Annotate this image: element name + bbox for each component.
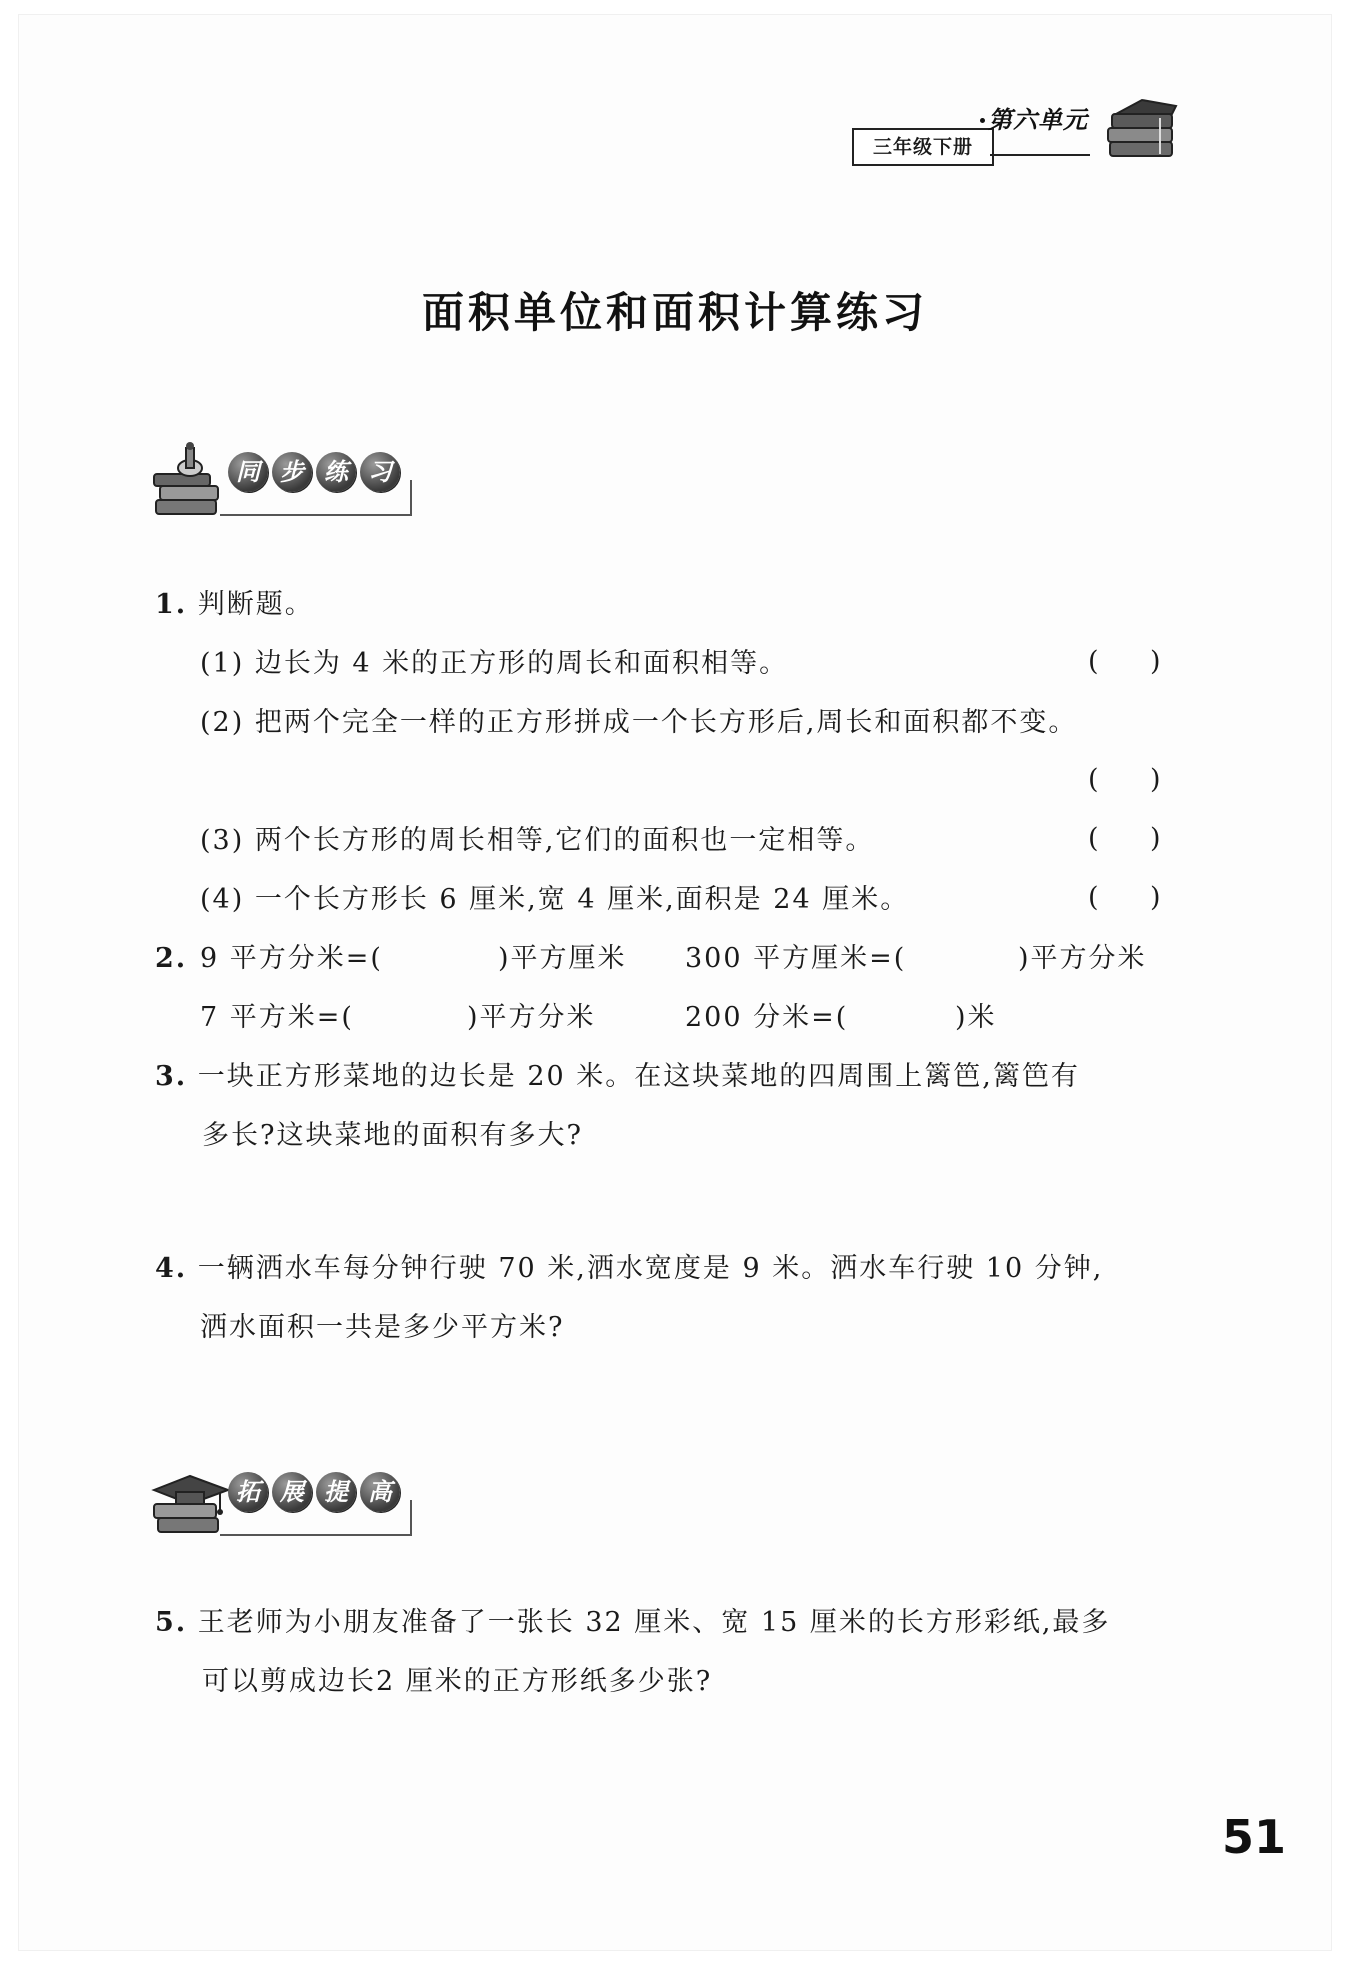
conversion-a-unit: )平方厘米 [498, 943, 627, 974]
q1-item-1: (1) 边长为 4 米的正方形的周长和面积相等。 [200, 648, 789, 679]
question-number: 2. [155, 943, 188, 974]
books-stack-icon [1102, 96, 1182, 166]
question-3-continued: 多长?这块菜地的面积有多大? [202, 1120, 583, 1151]
question-4-continued: 洒水面积一共是多少平方米? [200, 1312, 565, 1343]
q1-item-2: (2) 把两个完全一样的正方形拼成一个长方形后,周长和面积都不变。 [200, 707, 1078, 738]
question-5-continued: 可以剪成边长2 厘米的正方形纸多少张? [202, 1666, 713, 1697]
books-lamp-icon [150, 440, 230, 524]
conversion-d-unit: )米 [955, 1002, 997, 1033]
section-banner-extension [150, 1460, 450, 1540]
answer-blank[interactable]: ( ) [1088, 646, 1161, 677]
banner-char: 步 [272, 452, 312, 492]
question-text: 一辆洒水车每分钟行驶 70 米,洒水宽度是 9 米。洒水车行驶 10 分钟, [197, 1253, 1104, 1284]
question-number: 5. [155, 1607, 188, 1638]
answer-blank[interactable]: ( ) [1088, 823, 1161, 854]
page-number: 51 [1222, 1810, 1287, 1864]
question-5 [155, 1605, 1110, 1641]
question-1 [155, 587, 314, 623]
banner-char: 同 [228, 452, 268, 492]
conversion-b-unit: )平方分米 [1018, 943, 1147, 974]
grade-label: 三年级下册 [852, 128, 994, 166]
banner-title [228, 452, 400, 492]
answer-blank[interactable]: ( ) [1088, 764, 1161, 795]
q1-item-4: (4) 一个长方形长 6 厘米,宽 4 厘米,面积是 24 厘米。 [200, 884, 910, 915]
answer-blank[interactable]: ( ) [1088, 882, 1161, 913]
q1-item-3: (3) 两个长方形的周长相等,它们的面积也一定相等。 [200, 825, 875, 856]
question-4 [155, 1251, 1103, 1287]
question-3 [155, 1059, 1080, 1095]
conversion-c-unit: )平方分米 [467, 1002, 596, 1033]
banner-char: 高 [360, 1472, 400, 1512]
conversion-c: 7 平方米=( [200, 1002, 354, 1033]
question-number: 1. [155, 589, 188, 620]
conversion-d: 200 分米=( [685, 1002, 849, 1033]
banner-title [228, 1472, 400, 1512]
banner-char: 展 [272, 1472, 312, 1512]
section-banner-sync-practice [150, 440, 450, 520]
badge-underline [990, 154, 1090, 156]
unit-badge [852, 96, 1182, 176]
conversion-b: 300 平方厘米=( [685, 943, 907, 974]
page-title: 面积单位和面积计算练习 [421, 288, 928, 337]
question-number: 3. [155, 1061, 188, 1092]
conversion-a: 9 平方分米=( [200, 943, 383, 974]
question-text: 王老师为小朋友准备了一张长 32 厘米、宽 15 厘米的长方形彩纸,最多 [197, 1607, 1111, 1638]
badge-dot [980, 118, 985, 123]
question-text: 一块正方形菜地的边长是 20 米。在这块菜地的四周围上篱笆,篱笆有 [197, 1061, 1080, 1092]
question-prompt: 判断题。 [197, 589, 314, 620]
banner-char: 练 [316, 452, 356, 492]
unit-label: 第六单元 [988, 106, 1088, 134]
banner-char: 拓 [228, 1472, 268, 1512]
question-number: 4. [155, 1253, 188, 1284]
question-2 [155, 941, 187, 977]
banner-char: 提 [316, 1472, 356, 1512]
banner-char: 习 [360, 452, 400, 492]
